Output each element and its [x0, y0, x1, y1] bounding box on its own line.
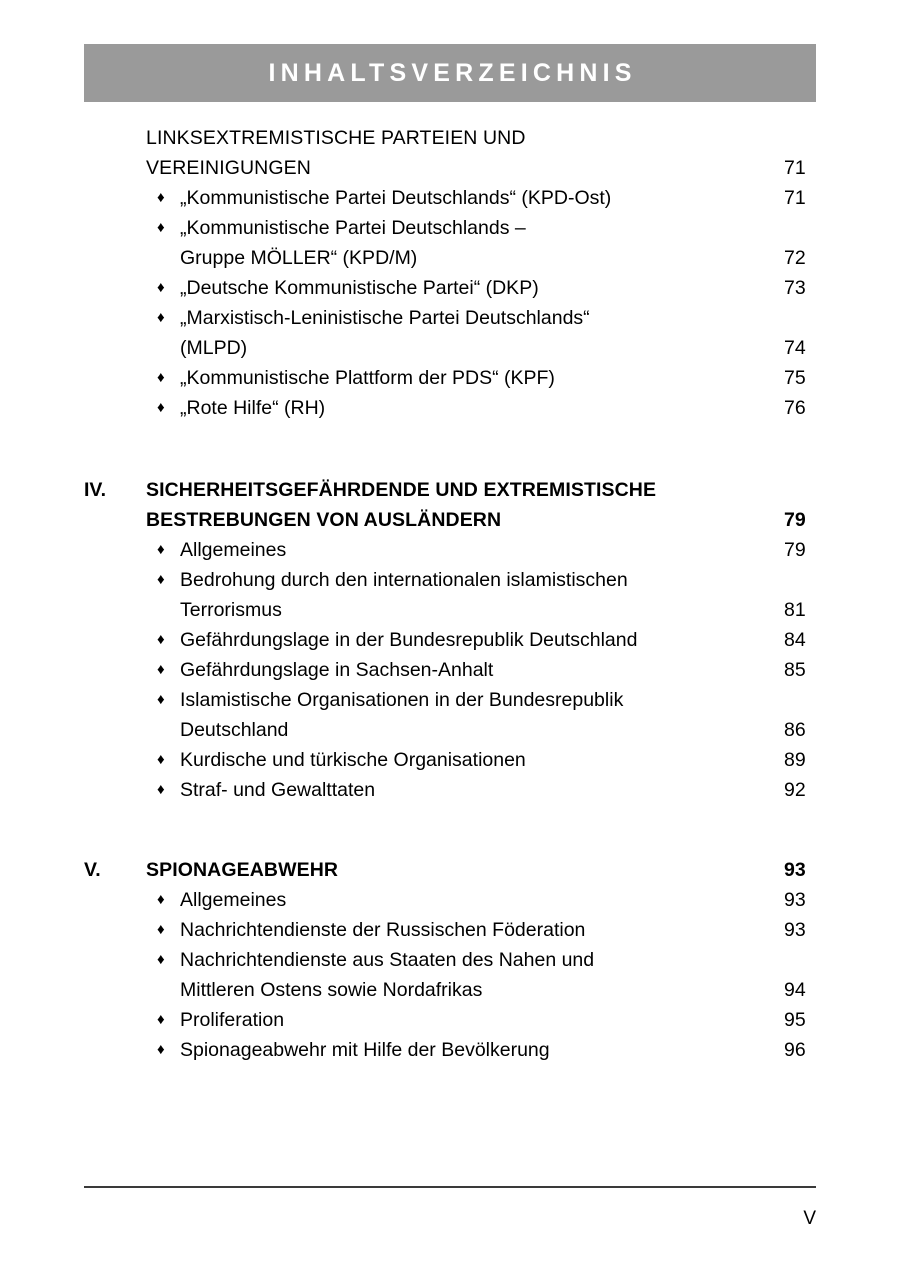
list-item [146, 393, 784, 423]
toc-entry-row[interactable] [84, 885, 824, 915]
section-spacer [84, 805, 824, 855]
entry-label: Allgemeines [180, 539, 287, 561]
toc-entry-row[interactable] [84, 393, 824, 423]
entry-label: Proliferation [180, 1009, 285, 1031]
list-item [146, 183, 784, 213]
diamond-bullet-icon: ♦ [157, 189, 165, 206]
diamond-bullet-icon: ♦ [157, 369, 165, 386]
section-heading-row [84, 855, 824, 885]
toc-entry-row[interactable] [84, 363, 824, 393]
entry-page-number [784, 565, 824, 625]
section-heading-page-number: 71 [784, 157, 806, 179]
entry-label: Islamistische Organisationen in der Bundesrepublik [180, 689, 624, 711]
toc-entry-row[interactable] [84, 213, 824, 273]
toc-section-v [84, 855, 824, 1065]
entry-label: „Rote Hilfe“ (RH) [180, 397, 326, 419]
toc-entry-row[interactable] [84, 775, 824, 805]
toc-section-linksextremistische [84, 123, 824, 423]
list-item [146, 363, 784, 393]
entry-label: Nachrichtendienste der Russischen Föderation [180, 919, 586, 941]
diamond-bullet-icon: ♦ [157, 309, 165, 326]
entry-page-number: 75 [784, 367, 806, 389]
entry-label: „Kommunistische Plattform der PDS“ (KPF) [180, 367, 555, 389]
diamond-bullet-icon: ♦ [157, 1041, 165, 1058]
entry-label: Allgemeines [180, 889, 287, 911]
entry-page-number [784, 303, 824, 363]
entry-label: Straf- und Gewalttaten [180, 779, 376, 801]
toc-content [84, 123, 824, 1065]
page-title: INHALTSVERZEICHNIS [268, 58, 637, 87]
section-heading-page-number: 79 [784, 509, 806, 531]
entry-label-cont: Gruppe MÖLLER“ (KPD/M) [180, 247, 418, 269]
entry-page-number-value: 81 [784, 599, 806, 621]
footer-divider [84, 1186, 816, 1188]
list-item [146, 885, 784, 915]
entry-page-number: 93 [784, 889, 806, 911]
entry-label: Gefährdungslage in der Bundesrepublik Deutschland [180, 629, 638, 651]
toc-entry-row[interactable] [84, 1005, 824, 1035]
diamond-bullet-icon: ♦ [157, 891, 165, 908]
toc-entry-row[interactable] [84, 565, 824, 625]
entry-label: „Marxistisch-Leninistische Partei Deutschlands“ [180, 307, 590, 329]
section-heading-line2: BESTREBUNGEN VON AUSLÄNDERN [146, 509, 502, 531]
section-heading-page [784, 475, 824, 535]
section-heading-page [784, 123, 824, 183]
list-item [146, 775, 784, 805]
toc-entry-row[interactable] [84, 745, 824, 775]
section-spacer [84, 423, 824, 475]
toc-entry-row[interactable] [84, 625, 824, 655]
diamond-bullet-icon: ♦ [157, 219, 165, 236]
entry-page-number: 84 [784, 629, 806, 651]
section-numeral: V. [84, 859, 101, 881]
toc-entry-row[interactable] [84, 945, 824, 1005]
list-item [146, 685, 784, 745]
list-item [146, 655, 784, 685]
section-heading-line1: SPIONAGEABWEHR [146, 859, 339, 881]
toc-entry-row[interactable] [84, 183, 824, 213]
list-item [146, 303, 784, 363]
entry-label: Gefährdungslage in Sachsen-Anhalt [180, 659, 494, 681]
section-heading-page: 93 [784, 859, 806, 881]
entry-page-number: 96 [784, 1039, 806, 1061]
entry-page-number: 95 [784, 1009, 806, 1031]
toc-entry-row[interactable] [84, 655, 824, 685]
entry-page-number [784, 213, 824, 273]
list-item [146, 273, 784, 303]
section-heading-row [84, 123, 824, 183]
section-heading-line1: SICHERHEITSGEFÄHRDENDE UND EXTREMISTISCHE [146, 479, 657, 501]
entry-page-number [784, 945, 824, 1005]
entry-label-cont: Mittleren Ostens sowie Nordafrikas [180, 979, 483, 1001]
diamond-bullet-icon: ♦ [157, 541, 165, 558]
entry-label: „Kommunistische Partei Deutschlands – [180, 217, 526, 239]
diamond-bullet-icon: ♦ [157, 661, 165, 678]
section-heading-row [84, 475, 824, 535]
diamond-bullet-icon: ♦ [157, 1011, 165, 1028]
toc-entry-row[interactable] [84, 273, 824, 303]
entry-label: „Kommunistische Partei Deutschlands“ (KPD-Ost) [180, 187, 612, 209]
entry-page-number-value: 74 [784, 337, 806, 359]
list-item [146, 745, 784, 775]
entry-page-number [784, 685, 824, 745]
diamond-bullet-icon: ♦ [157, 631, 165, 648]
list-item [146, 213, 784, 273]
entry-page-number: 92 [784, 779, 806, 801]
entry-page-number: 76 [784, 397, 806, 419]
entry-page-number: 79 [784, 539, 806, 561]
entry-page-number-value: 94 [784, 979, 806, 1001]
entry-page-number: 85 [784, 659, 806, 681]
entry-page-number: 93 [784, 919, 806, 941]
toc-header-banner [84, 44, 816, 102]
entry-label-cont: (MLPD) [180, 337, 248, 359]
entry-label: Bedrohung durch den internationalen islamistischen [180, 569, 628, 591]
entry-label-cont: Deutschland [180, 719, 289, 741]
list-item [146, 945, 784, 1005]
diamond-bullet-icon: ♦ [157, 399, 165, 416]
list-item [146, 1005, 784, 1035]
section-heading-line1: LINKSEXTREMISTISCHE PARTEIEN UND [146, 127, 526, 149]
entry-label: Spionageabwehr mit Hilfe der Bevölkerung [180, 1039, 550, 1061]
diamond-bullet-icon: ♦ [157, 691, 165, 708]
diamond-bullet-icon: ♦ [157, 781, 165, 798]
entry-page-number-value: 86 [784, 719, 806, 741]
toc-entry-row[interactable] [84, 535, 824, 565]
diamond-bullet-icon: ♦ [157, 921, 165, 938]
entry-label-cont: Terrorismus [180, 599, 282, 621]
list-item [146, 535, 784, 565]
section-numeral: IV. [84, 479, 107, 501]
entry-page-number: 73 [784, 277, 806, 299]
diamond-bullet-icon: ♦ [157, 951, 165, 968]
entry-page-number-value: 72 [784, 247, 806, 269]
toc-entry-row[interactable] [84, 915, 824, 945]
toc-entry-row[interactable] [84, 303, 824, 363]
entry-page-number: 71 [784, 187, 806, 209]
list-item [146, 625, 784, 655]
entry-page-number: 89 [784, 749, 806, 771]
entry-label: Nachrichtendienste aus Staaten des Nahen und [180, 949, 595, 971]
toc-entry-row[interactable] [84, 685, 824, 745]
list-item [146, 915, 784, 945]
toc-entry-row[interactable] [84, 1035, 824, 1065]
toc-section-iv [84, 475, 824, 805]
diamond-bullet-icon: ♦ [157, 279, 165, 296]
diamond-bullet-icon: ♦ [157, 571, 165, 588]
footer-page-number: V [803, 1208, 816, 1229]
list-item [146, 565, 784, 625]
entry-label: „Deutsche Kommunistische Partei“ (DKP) [180, 277, 539, 299]
list-item [146, 1035, 784, 1065]
entry-label: Kurdische und türkische Organisationen [180, 749, 526, 771]
diamond-bullet-icon: ♦ [157, 751, 165, 768]
section-heading-line2: VEREINIGUNGEN [146, 157, 311, 179]
